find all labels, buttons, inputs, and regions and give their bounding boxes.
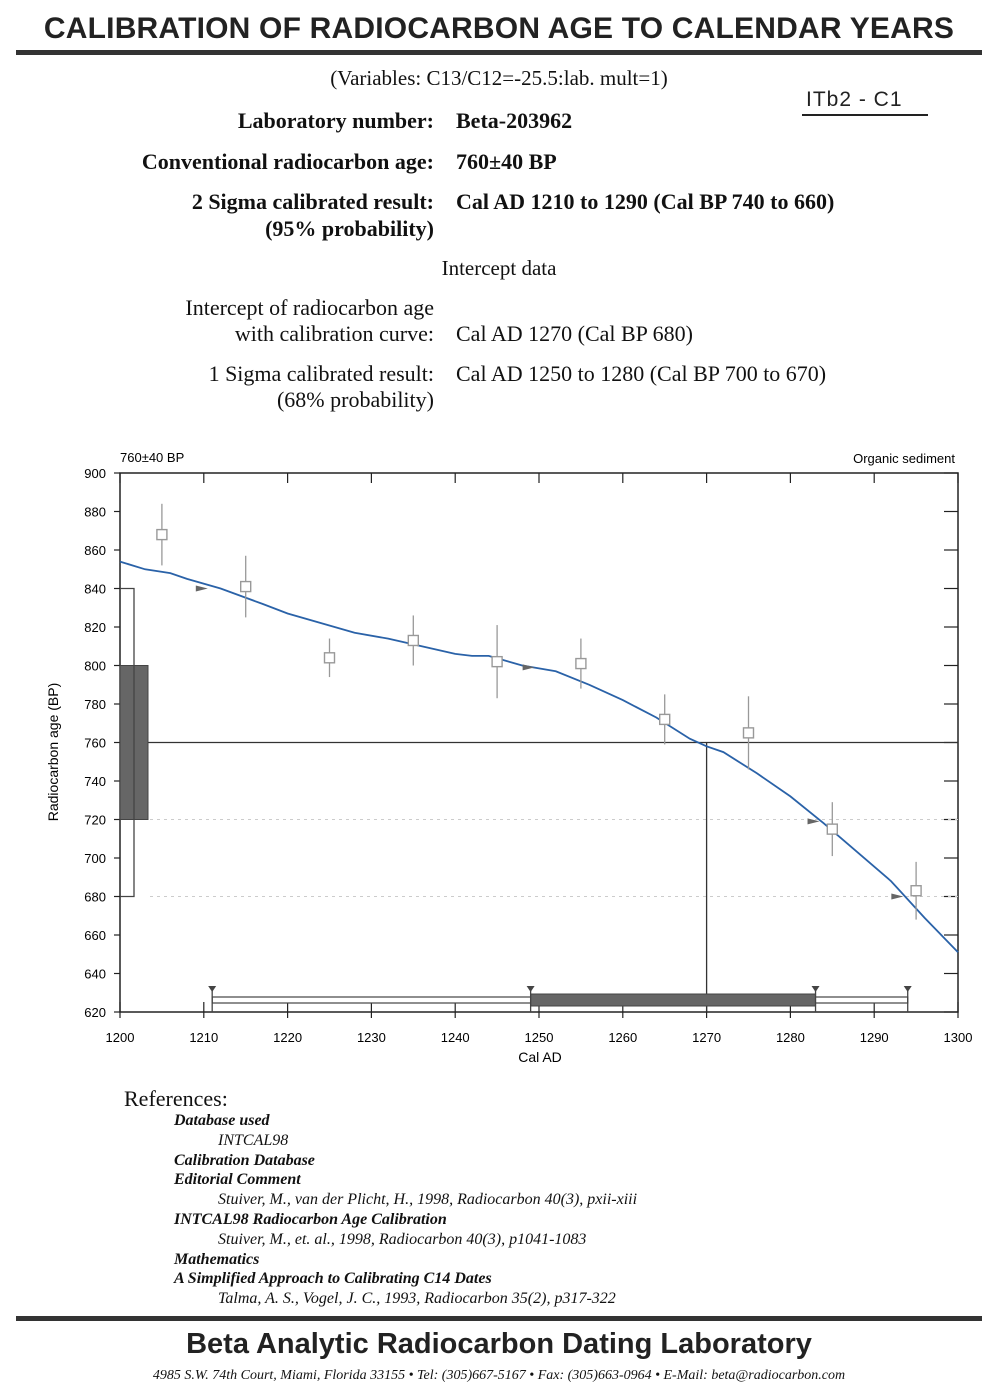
y-tick-label: 720 xyxy=(84,812,106,828)
cal-range-arrow xyxy=(527,986,535,992)
curve-intersect-marker xyxy=(196,586,208,592)
y-tick-label: 700 xyxy=(84,851,106,866)
data-point xyxy=(325,653,335,663)
references-header: References: xyxy=(124,1086,228,1111)
x-tick-label: 1290 xyxy=(859,1030,889,1045)
y-tick-label: 740 xyxy=(84,774,106,789)
calibration-chart xyxy=(0,440,998,1080)
x-tick-label: 1270 xyxy=(692,1030,722,1045)
cal-range-arrow xyxy=(208,986,216,992)
reference-entry: Talma, A. S., Vogel, J. C., 1993, Radiocarbon 35(2), p317-322 xyxy=(218,1290,616,1308)
conv-age-label: Conventional radiocarbon age: xyxy=(141,149,434,174)
intercept-label-1: Intercept of radiocarbon age xyxy=(185,295,434,320)
y-tick-label: 760 xyxy=(84,735,106,751)
data-point xyxy=(744,728,754,738)
data-point xyxy=(408,635,418,645)
footer-lab-name: Beta Analytic Radiocarbon Dating Laboratory xyxy=(186,1328,812,1360)
y-tick-label: 640 xyxy=(84,966,106,982)
x-tick-label: 1250 xyxy=(524,1030,554,1045)
x-tick-label: 1260 xyxy=(608,1030,638,1045)
y-tick-label: 880 xyxy=(84,504,106,520)
data-point xyxy=(576,659,586,669)
sigma1-value: Cal AD 1250 to 1280 (Cal BP 700 to 670) xyxy=(456,361,827,386)
sigma1-prob: (68% probability) xyxy=(276,387,434,412)
y-tick-label: 780 xyxy=(84,697,106,712)
data-point xyxy=(827,824,837,834)
data-point xyxy=(241,582,251,592)
reference-entry: Stuiver, M., et. al., 1998, Radiocarbon 40(3), p1041-1083 xyxy=(218,1230,587,1248)
handwritten-note: ITb2 - C1 xyxy=(806,88,903,111)
reference-heading: Mathematics xyxy=(174,1250,260,1268)
reference-entry: INTCAL98 xyxy=(218,1131,289,1149)
reference-heading: Database used xyxy=(174,1112,270,1129)
y-tick-label: 820 xyxy=(84,620,106,635)
intercept-value: Cal AD 1270 (Cal BP 680) xyxy=(456,321,693,346)
reference-entry: Stuiver, M., van der Plicht, H., 1998, Radiocarbon 40(3), pxii-xiii xyxy=(218,1191,638,1209)
sigma2-value: Cal AD 1210 to 1290 (Cal BP 740 to 660) xyxy=(456,189,835,214)
data-point xyxy=(660,714,670,724)
reference-heading: INTCAL98 Radiocarbon Age Calibration xyxy=(174,1211,447,1228)
x-tick-label: 1240 xyxy=(440,1030,470,1045)
reference-heading: Editorial Comment xyxy=(174,1171,301,1189)
x-tick-label: 1210 xyxy=(189,1030,219,1045)
y-tick-label: 840 xyxy=(84,581,106,597)
calibration-curve xyxy=(120,562,958,953)
handwritten-underline xyxy=(802,114,928,116)
x-tick-label: 1200 xyxy=(105,1030,135,1045)
x-tick-label: 1280 xyxy=(775,1030,805,1045)
bottom-rule xyxy=(16,1316,982,1321)
y-tick-label: 900 xyxy=(84,466,106,481)
x-tick-label: 1300 xyxy=(943,1030,973,1045)
data-point xyxy=(911,886,921,896)
x-axis-label: Cal AD xyxy=(518,1049,562,1065)
reference-heading: A Simplified Approach to Calibrating C14 Dates xyxy=(174,1270,492,1288)
sigma2-label: 2 Sigma calibrated result: xyxy=(191,189,434,214)
reference-heading: Calibration Database xyxy=(174,1151,315,1169)
data-point xyxy=(157,530,167,540)
sigma1-label: 1 Sigma calibrated result: xyxy=(208,361,434,386)
cal-range-arrow xyxy=(812,986,820,992)
curve-intersect-marker xyxy=(891,894,903,900)
conv-age-value: 760±40 BP xyxy=(456,149,557,174)
y-tick-label: 860 xyxy=(84,543,106,558)
y-tick-label: 620 xyxy=(84,1005,106,1020)
y-tick-label: 660 xyxy=(84,928,106,943)
footer-address: 4985 S.W. 74th Court, Miami, Florida 33155 • Tel: (305)667-5167 • Fax: (305)663-0964 • E-Mail: beta@radiocarbon.com xyxy=(152,1368,846,1383)
intercept-label-2: with calibration curve: xyxy=(234,321,434,346)
data-point xyxy=(492,657,502,667)
y-tick-label: 680 xyxy=(84,889,106,905)
top-rule xyxy=(16,50,982,55)
curve-intersect-marker xyxy=(523,664,535,670)
variables-line: (Variables: C13/C12=-25.5:lab. mult=1) xyxy=(330,66,668,90)
intercept-header: Intercept data xyxy=(441,256,557,280)
page-title: CALIBRATION OF RADIOCARBON AGE TO CALENDAR YEARS xyxy=(43,12,955,45)
sample-age-label: 760±40 BP xyxy=(120,450,185,465)
x-tick-label: 1220 xyxy=(273,1030,303,1045)
x-tick-label: 1230 xyxy=(356,1030,386,1045)
cal-range-arrow xyxy=(904,986,912,992)
sample-type-label: Organic sediment xyxy=(853,451,955,466)
sigma1-cal-range xyxy=(531,994,816,1006)
y-tick-label: 800 xyxy=(84,658,106,674)
y-axis-label: Radiocarbon age (BP) xyxy=(45,682,61,822)
lab-number-value: Beta-203962 xyxy=(456,108,573,133)
sigma2-prob: (95% probability) xyxy=(265,216,434,241)
lab-number-label: Laboratory number: xyxy=(237,108,434,133)
